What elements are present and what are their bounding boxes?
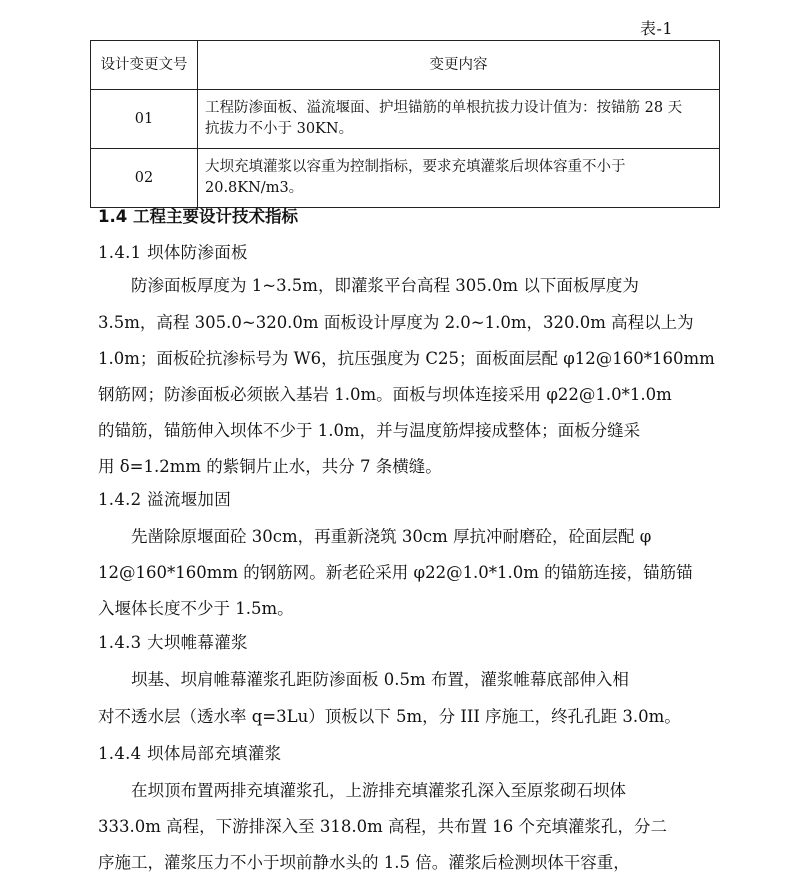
header-doc-no: 设计变更文号: [91, 41, 198, 90]
paragraph-line: 333.0m 高程，下游排深入至 318.0m 高程，共布置 16 个充填灌浆孔，分二: [98, 817, 667, 836]
paragraph-line: 钢筋网；防渗面板必须嵌入基岩 1.0m。面板与坝体连接采用 φ22@1.0*1.0m: [98, 385, 672, 404]
table-row: [91, 149, 720, 208]
header-content: 变更内容: [198, 41, 720, 90]
change-table: [90, 40, 720, 208]
row-doc-no: 02: [91, 149, 198, 208]
row-doc-no: 01: [91, 90, 198, 149]
row-content: [198, 149, 720, 208]
paragraph-line: 序施工，灌浆压力不小于坝前静水头的 1.5 倍。灌浆后检测坝体干容重，: [98, 853, 630, 872]
paragraph-line: 在坝顶布置两排充填灌浆孔，上游排充填灌浆孔深入至原浆砌石坝体: [131, 781, 626, 800]
subsection-heading: 1.4.4 坝体局部充填灌浆: [98, 744, 282, 763]
row-content-line: 抗拔力不小于 30KN。: [205, 121, 354, 137]
paragraph-line: 防渗面板厚度为 1~3.5m，即灌浆平台高程 305.0m 以下面板厚度为: [131, 276, 639, 295]
table-row: [91, 90, 720, 149]
subsection-heading: 1.4.1 坝体防渗面板: [98, 243, 248, 262]
row-content-line: 20.8KN/m3。: [205, 180, 304, 196]
row-content-line: 大坝充填灌浆以容重为控制指标，要求充填灌浆后坝体容重不小于: [205, 158, 626, 175]
paragraph-line: 坝基、坝肩帷幕灌浆孔距防渗面板 0.5m 布置，灌浆帷幕底部伸入相: [131, 670, 629, 689]
subsection-heading: 1.4.3 大坝帷幕灌浆: [98, 633, 248, 652]
table-label: 表-1: [640, 19, 674, 38]
subsection-heading: 1.4.2 溢流堰加固: [98, 490, 232, 509]
paragraph-line: 对不透水层（透水率 q=3Lu）顶板以下 5m，分 III 序施工，终孔孔距 3.0m。: [98, 707, 681, 726]
paragraph-line: 先凿除原堰面砼 30cm，再重新浇筑 30cm 厚抗冲耐磨砼，砼面层配 φ: [131, 527, 652, 546]
row-content: [198, 90, 720, 149]
paragraph-line: 的锚筋，锚筋伸入坝体不少于 1.0m，并与温度筋焊接成整体；面板分缝采: [98, 421, 641, 440]
paragraph-line: 1.0m；面板砼抗渗标号为 W6，抗压强度为 C25；面板面层配 φ12@160*160mm: [98, 349, 715, 368]
section-heading: 1.4 工程主要设计技术指标: [98, 207, 298, 226]
paragraph-line: 入堰体长度不少于 1.5m。: [98, 599, 294, 618]
paragraph-line: 3.5m，高程 305.0~320.0m 面板设计厚度为 2.0~1.0m，320.0m 高程以上为: [98, 313, 694, 332]
table-header-row: [91, 41, 720, 90]
paragraph-line: 用 δ=1.2mm 的紫铜片止水，共分 7 条横缝。: [98, 457, 442, 476]
paragraph-line: 12@160*160mm 的钢筋网。新老砼采用 φ22@1.0*1.0m 的锚筋连接，锚筋锚: [98, 563, 693, 582]
row-content-line: 工程防渗面板、溢流堰面、护坦锚筋的单根抗拔力设计值为：按锚筋 28 天: [205, 99, 683, 116]
